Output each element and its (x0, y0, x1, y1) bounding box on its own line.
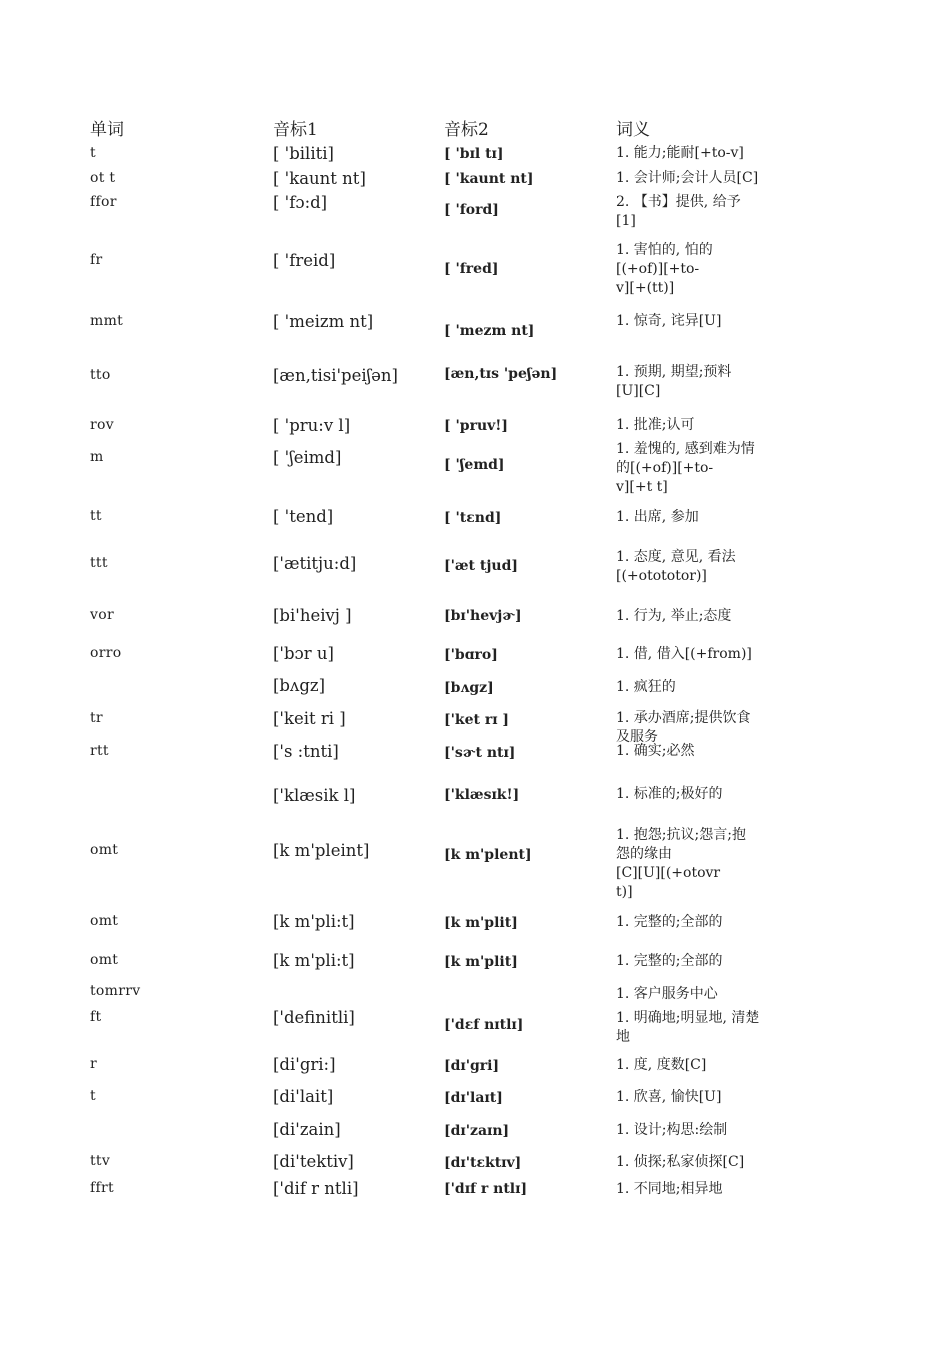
meaning-line: [(+of)][+to- (616, 261, 700, 277)
meaning-line: 1. 度, 度数[C] (616, 1057, 707, 1073)
phonetic1-cell: ['bɔr u] (273, 644, 334, 663)
word-cell: ttt (90, 555, 108, 571)
meaning-line: 1. 设计;构思:绘制 (616, 1122, 728, 1138)
phonetic1-cell: [ 'meizm nt] (273, 312, 374, 331)
meaning-line: 1. 借, 借入[(+from)] (616, 646, 752, 662)
meaning-cell (616, 1180, 784, 1199)
word-cell: ttv (90, 1153, 111, 1169)
meaning-cell (616, 193, 784, 231)
phonetic1-cell: [k m'pli:t] (273, 951, 355, 970)
phonetic2-cell: [k m'plit] (444, 954, 518, 970)
word-cell: ot t (90, 170, 116, 186)
table-header (0, 115, 950, 141)
word-cell: vor (90, 607, 114, 623)
word-cell: m (90, 449, 104, 465)
meaning-line: 1. 承办酒席;提供饮食 (616, 710, 751, 726)
phonetic2-cell: [æn,tɪs 'peʃən] (444, 366, 558, 382)
meaning-cell (616, 440, 784, 497)
phonetic1-cell: [k m'pli:t] (273, 912, 355, 931)
header-meaning: 词义 (616, 120, 650, 140)
phonetic1-cell: [di'lait] (273, 1087, 334, 1106)
meaning-line: 及服务 (616, 729, 658, 745)
meaning-line: 地 (616, 1029, 630, 1045)
phonetic1-cell: [ 'fɔ:d] (273, 193, 328, 212)
phonetic2-cell: [ 'ford] (444, 202, 499, 218)
phonetic2-cell: ['ket rɪ ] (444, 712, 510, 728)
meaning-line: 1. 害怕的, 怕的 (616, 242, 713, 258)
word-cell: tt (90, 508, 102, 524)
phonetic1-cell: [æn,tisi'peiʃən] (273, 366, 398, 385)
phonetic1-cell: [bi'heivj ] (273, 606, 352, 625)
meaning-line: 1. 确实;必然 (616, 743, 695, 759)
meaning-line: 1. 客户服务中心 (616, 986, 718, 1002)
meaning-cell (616, 1088, 784, 1107)
word-cell: tomrrv (90, 983, 141, 999)
meaning-line: v][+t t] (616, 479, 668, 495)
phonetic2-cell: [ 'tɛnd] (444, 510, 502, 526)
phonetic2-cell: ['dɛf nɪtlɪ] (444, 1017, 524, 1033)
meaning-cell (616, 913, 784, 932)
phonetic2-cell: [ 'pruv!] (444, 418, 509, 434)
meaning-line: 1. 明确地;明显地, 清楚 (616, 1010, 760, 1026)
phonetic2-cell: [k m'plit] (444, 915, 518, 931)
meaning-line: 1. 能力;能耐[+to-v] (616, 145, 744, 161)
header-phonetic1: 音标1 (273, 120, 318, 140)
phonetic1-cell: [ 'tend] (273, 507, 334, 526)
meaning-cell (616, 241, 784, 298)
meaning-line: 1. 不同地;相异地 (616, 1181, 723, 1197)
meaning-line: 1. 疯狂的 (616, 679, 676, 695)
phonetic2-cell: ['bɑro] (444, 647, 498, 663)
meaning-line: 1. 抱怨;抗议;怨言;抱 (616, 827, 746, 843)
phonetic2-cell: [ 'kaunt nt] (444, 171, 534, 187)
meaning-cell (616, 678, 784, 697)
header-phonetic2: 音标2 (444, 120, 489, 140)
meaning-cell (616, 1153, 784, 1172)
meaning-cell (616, 508, 784, 527)
meaning-line: 2. 【书】提供, 给予 (616, 194, 741, 210)
word-cell: tr (90, 710, 103, 726)
word-cell: mmt (90, 313, 124, 329)
word-cell: omt (90, 913, 119, 929)
meaning-cell (616, 1056, 784, 1075)
meaning-cell (616, 952, 784, 971)
header-word: 单词 (90, 120, 124, 140)
word-cell: t (90, 1088, 96, 1104)
phonetic1-cell: ['s :tnti] (273, 742, 339, 761)
phonetic2-cell: [bɪ'hevjɚ] (444, 608, 522, 624)
phonetic2-cell: [dɪ'laɪt] (444, 1090, 503, 1106)
word-cell: omt (90, 952, 119, 968)
meaning-cell (616, 312, 784, 331)
phonetic1-cell: [di'zain] (273, 1120, 341, 1139)
meaning-cell (616, 785, 784, 804)
phonetic1-cell: [di'tektiv] (273, 1152, 354, 1171)
meaning-cell (616, 645, 784, 664)
meaning-line: 1. 欣喜, 愉快[U] (616, 1089, 722, 1105)
phonetic2-cell: [ 'bɪl tɪ] (444, 146, 504, 162)
meaning-cell (616, 144, 784, 163)
phonetic1-cell: [bʌgz] (273, 676, 326, 695)
phonetic1-cell: [ 'freid] (273, 251, 336, 270)
meaning-line: 1. 行为, 举止;态度 (616, 608, 732, 624)
phonetic2-cell: [dɪ'gri] (444, 1058, 500, 1074)
meaning-line: 1. 侦探;私家侦探[C] (616, 1154, 745, 1170)
meaning-cell (616, 742, 784, 761)
meaning-line: v][+(tt)] (616, 280, 675, 296)
phonetic1-cell: [ 'ʃeimd] (273, 448, 342, 467)
meaning-line: 1. 完整的;全部的 (616, 953, 723, 969)
meaning-cell (616, 1009, 784, 1047)
word-cell: rov (90, 417, 114, 433)
word-cell: r (90, 1056, 97, 1072)
phonetic1-cell: ['ætitju:d] (273, 554, 357, 573)
phonetic2-cell: [k m'plent] (444, 847, 532, 863)
meaning-line: [C][U][(+otovr (616, 865, 721, 881)
meaning-line: 1. 标准的;极好的 (616, 786, 723, 802)
meaning-line: 1. 完整的;全部的 (616, 914, 723, 930)
meaning-line: [U][C] (616, 383, 661, 399)
phonetic2-cell: [ 'mezm nt] (444, 323, 535, 339)
meaning-line: 1. 批准;认可 (616, 417, 695, 433)
meaning-line: t)] (616, 884, 633, 900)
phonetic2-cell: [ 'fred] (444, 261, 499, 277)
phonetic1-cell: [di'gri:] (273, 1055, 336, 1074)
meaning-cell (616, 548, 784, 586)
phonetic2-cell: ['sɚt ntɪ] (444, 745, 516, 761)
meaning-cell (616, 1121, 784, 1140)
meaning-cell (616, 985, 784, 1004)
phonetic2-cell: [ 'ʃemd] (444, 457, 505, 473)
phonetic1-cell: ['keit ri ] (273, 709, 346, 728)
phonetic1-cell: [ 'kaunt nt] (273, 169, 366, 188)
word-cell: ffrt (90, 1180, 114, 1196)
word-cell: ffor (90, 194, 117, 210)
meaning-cell (616, 826, 784, 902)
meaning-cell (616, 363, 784, 401)
phonetic2-cell: ['klæsɪk!] (444, 787, 520, 803)
phonetic2-cell: [dɪ'tɛktɪv] (444, 1155, 522, 1171)
word-cell: t (90, 145, 96, 161)
phonetic1-cell: ['klæsik l] (273, 786, 356, 805)
meaning-line: 1. 会计师;会计人员[C] (616, 170, 759, 186)
meaning-line: [(+otototor)] (616, 568, 707, 584)
meaning-cell (616, 416, 784, 435)
word-cell: fr (90, 252, 103, 268)
meaning-cell (616, 607, 784, 626)
phonetic2-cell: [dɪ'zaɪn] (444, 1123, 510, 1139)
phonetic1-cell: ['definitli] (273, 1008, 355, 1027)
meaning-line: 1. 态度, 意见, 看法 (616, 549, 736, 565)
meaning-line: 1. 预期, 期望;预料 (616, 364, 732, 380)
phonetic2-cell: ['æt tjud] (444, 558, 519, 574)
word-cell: rtt (90, 743, 109, 759)
phonetic1-cell: [ 'pru:v l] (273, 416, 351, 435)
meaning-line: 1. 惊奇, 诧异[U] (616, 313, 722, 329)
phonetic1-cell: [ 'biliti] (273, 144, 334, 163)
phonetic1-cell: [k m'pleint] (273, 841, 370, 860)
phonetic1-cell: ['dif r ntli] (273, 1179, 359, 1198)
meaning-line: 1. 出席, 参加 (616, 509, 699, 525)
meaning-line: 的[(+of)][+to- (616, 460, 714, 476)
phonetic2-cell: ['dɪf r ntlɪ] (444, 1181, 528, 1197)
meaning-line: [1] (616, 213, 636, 229)
meaning-line: 1. 羞愧的, 感到难为情 (616, 441, 755, 457)
word-cell: orro (90, 645, 122, 661)
word-cell: ft (90, 1009, 102, 1025)
meaning-cell (616, 169, 784, 188)
phonetic2-cell: [bʌgz] (444, 680, 494, 696)
word-cell: omt (90, 842, 119, 858)
word-cell: tto (90, 367, 111, 383)
meaning-line: 怨的缘由 (616, 846, 672, 862)
